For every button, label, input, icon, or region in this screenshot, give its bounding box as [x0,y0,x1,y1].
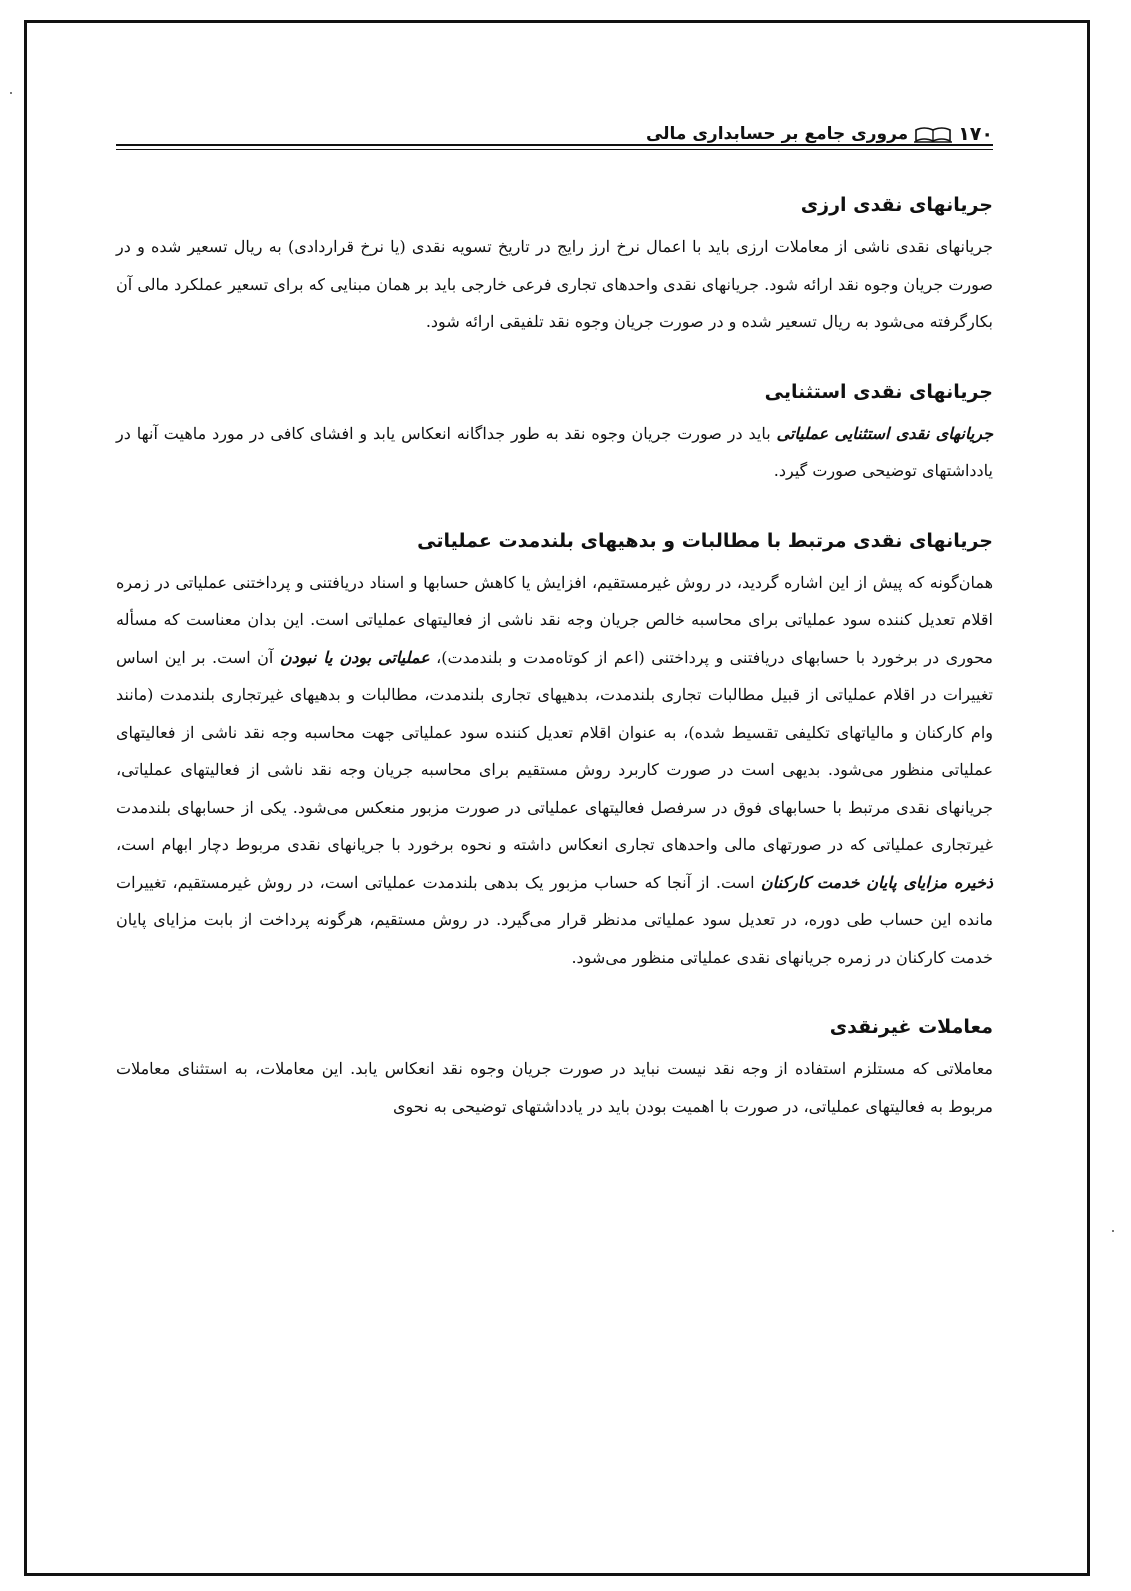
scan-speck [10,92,12,94]
header-rule [116,144,993,146]
section-paragraph: جریانهای نقدی ناشی از معاملات ارزی باید با اعمال نرخ ارز رایج در تاریخ تسویه نقدی (یا نرخ قراردادی) به ریال تسعیر شده و در صورت جریان وجوه نقد ارائه شود. جریانهای نقدی واحدهای تجاری فرعی خارجی باید بر همان مبنایی که برای تسعیر عملکرد مالی آن بکارگرفته می‌شود به ریال تسعیر شده و در صورت جریان وجوه نقد تلفیقی ارائه شود. [116,237,994,331]
section-non-cash-transactions [116,1010,993,1125]
open-book-icon [914,125,952,143]
section-heading: معاملات غیرنقدی [829,1016,993,1038]
section-heading: جریانهای نقدی ارزی [800,194,993,216]
section-heading: جریانهای نقدی مرتبط با مطالبات و بدهیهای بلندمدت عملیاتی [417,529,993,552]
page-body [116,188,993,1159]
section-long-term-operating-items [116,524,993,977]
section-paragraph [116,564,993,977]
page-number: ۱۷۰ [958,123,993,145]
section-paragraph: معاملاتی که مستلزم استفاده از وجه نقد نیست نباید در صورت جریان وجوه نقد انعکاس یابد. این معاملات، به استثنای معاملات مربوط به فعالیتهای عملیاتی، در صورت با اهمیت بودن باید در یادداشتهای توضیحی به نحوی [116,1059,994,1116]
emphasized-term: جریانهای نقدی استثنایی عملیاتی [776,423,993,443]
section-foreign-currency-cash-flows [116,188,993,341]
paragraph-text: همان‌گونه که پیش از این اشاره گردید، در روش غیرمستقیم، افزایش یا کاهش حسابها و اسناد دریافتنی و پرداختنی عملیاتی در زمره اقلام تعدیل کننده سود عملیاتی برای محاسبه خالص جریان وجه نقد ناشی از فعالیتهای عملیاتی است. این بدان معناست که مسأله محوری در برخورد با حسابهای دریافتنی و پرداختنی (اعم از کوتاه‌مدت و بلندمدت)، [116,572,994,667]
header-rule-thin [116,149,993,150]
paragraph-text: باید در صورت جریان وجوه نقد به طور جداگانه انعکاس یابد و افشای کافی در مورد ماهیت آنها در یادداشتهای توضیحی صورت گیرد. [116,423,993,480]
book-title: مروری جامع بر حسابداری مالی [645,124,909,144]
paragraph-text: آن است. بر این اساس تغییرات در اقلام عملیاتی از قبیل مطالبات تجاری بلندمدت، بدهیهای تجاری بلندمدت، مطالبات و بدهیهای غیرتجاری بلندمدت (مانند وام کارکنان و مالیاتهای تکلیفی تقسیط شده)، به عنوان اقلام تعدیل کننده سود عملیاتی جهت محاسبه وجه نقد ناشی از فعالیتهای عملیاتی منظور می‌شود. بدیهی است در صورت کاربرد روش مستقیم برای محاسبه جریان وجه نقد ناشی از فعالیتهای عملیاتی، جریانهای نقدی مرتبط با حسابهای فوق در سرفصل فعالیتهای عملیاتی در صورت مزبور منعکس می‌شود. یکی از حسابهای بلندمدت غیرتجاری عملیاتی که در صورتهای مالی واحدهای تجاری انعکاس داشته و نحوه برخورد با جریانهای نقدی مربوط دچار ابهام است، [116,647,994,854]
paragraph-text: است. از آنجا که حساب مزبور یک بدهی بلندمدت عملیاتی است، در روش غیرمستقیم، تغییرات مانده این حساب طی دوره، در تعدیل سود عملیاتی مدنظر قرار می‌گیرد. در روش مستقیم، هرگونه پرداخت از بابت مزایای پایان خدمت کارکنان در زمره جریانهای نقدی عملیاتی منظور می‌شود. [116,872,994,967]
emphasized-term: ذخیره مزایای پایان خدمت کارکنان [760,872,994,892]
scan-speck [1112,1230,1114,1232]
section-exceptional-cash-flows [116,375,993,490]
section-paragraph [116,415,993,490]
emphasized-term: عملیاتی بودن یا نبودن [279,647,430,667]
section-heading: جریانهای نقدی استثنایی [764,380,993,403]
